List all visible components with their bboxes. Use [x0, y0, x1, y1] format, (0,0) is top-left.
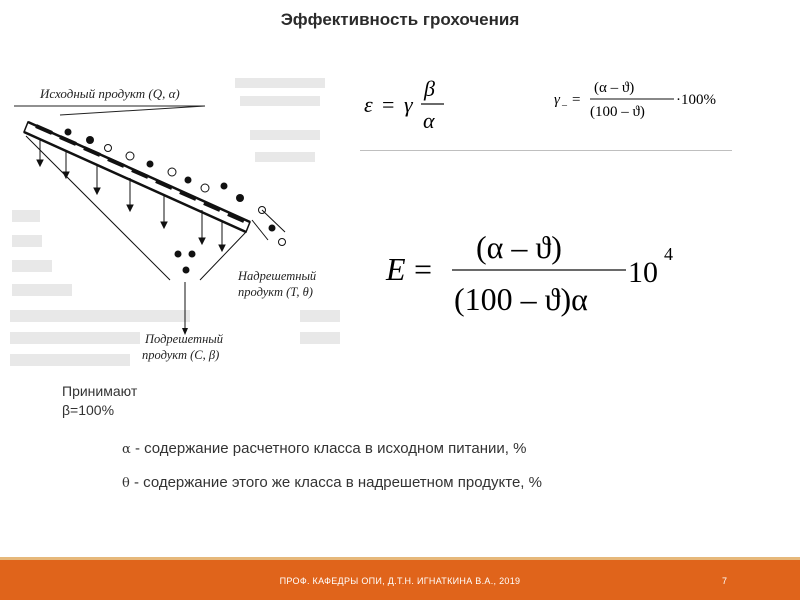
- undersize-label-line2: продукт (C, β): [142, 348, 220, 362]
- definitions-list: [122, 440, 542, 508]
- acceptance-line-2: β=100%: [62, 402, 115, 418]
- svg-text:·100%: ·100%: [676, 92, 716, 108]
- footer-text: ПРОФ. КАФЕДРЫ ОПИ, Д.Т.Н. ИГНАТКИНА В.А., 2019: [279, 576, 521, 586]
- svg-text:β: β: [424, 76, 435, 101]
- oversize-label-line2: продукт (T, θ): [238, 285, 313, 299]
- screen-deck: [24, 122, 250, 232]
- faded-background-text: [10, 78, 340, 366]
- svg-text:4: 4: [664, 244, 673, 264]
- undersize-label-line1: Подрешетный: [145, 332, 223, 346]
- acceptance-note: [62, 382, 137, 420]
- svg-text:γ: γ: [404, 92, 413, 117]
- svg-text:=: =: [572, 92, 581, 108]
- feed-label: Исходный продукт (Q, α): [40, 86, 180, 101]
- screening-diagram: [0, 60, 355, 380]
- svg-text:=: =: [382, 92, 395, 117]
- formula-epsilon: [360, 70, 490, 140]
- svg-text:E: E: [386, 251, 406, 287]
- svg-text:γ: γ: [554, 92, 560, 108]
- svg-text:(100 – ϑ): (100 – ϑ): [590, 104, 645, 120]
- formula-gamma: [550, 70, 760, 140]
- definition-symbol: α: [122, 442, 131, 457]
- svg-text:(100 – ϑ)α: (100 – ϑ)α: [454, 281, 588, 317]
- formula-efficiency: [380, 220, 700, 330]
- definition-theta: [122, 474, 542, 508]
- svg-text:ε: ε: [364, 92, 373, 117]
- svg-text:(α – ϑ): (α – ϑ): [594, 80, 635, 96]
- oversize-label-line1: Надрешетный: [238, 269, 317, 283]
- svg-text:–: –: [562, 100, 567, 111]
- definition-text: - содержание этого же класса в надрешетном продукте, %: [129, 474, 542, 491]
- svg-text:10: 10: [628, 256, 658, 289]
- definition-text: - содержание расчетного класса в исходном питании, %: [130, 440, 527, 457]
- feed-arrow: [60, 106, 205, 115]
- page-number: 7: [722, 576, 728, 586]
- oversize-flow: [252, 210, 285, 240]
- slide-title: Эффективность грохочения: [280, 10, 520, 29]
- undersize-funnel: [26, 136, 246, 328]
- svg-text:α: α: [423, 108, 435, 133]
- acceptance-line-1: Принимают: [62, 383, 138, 399]
- svg-text:(α – ϑ): (α – ϑ): [476, 229, 562, 265]
- definition-alpha: [122, 440, 542, 474]
- definition-symbol: θ: [122, 476, 130, 491]
- svg-text:=: =: [414, 251, 433, 287]
- separator-line: [360, 150, 732, 151]
